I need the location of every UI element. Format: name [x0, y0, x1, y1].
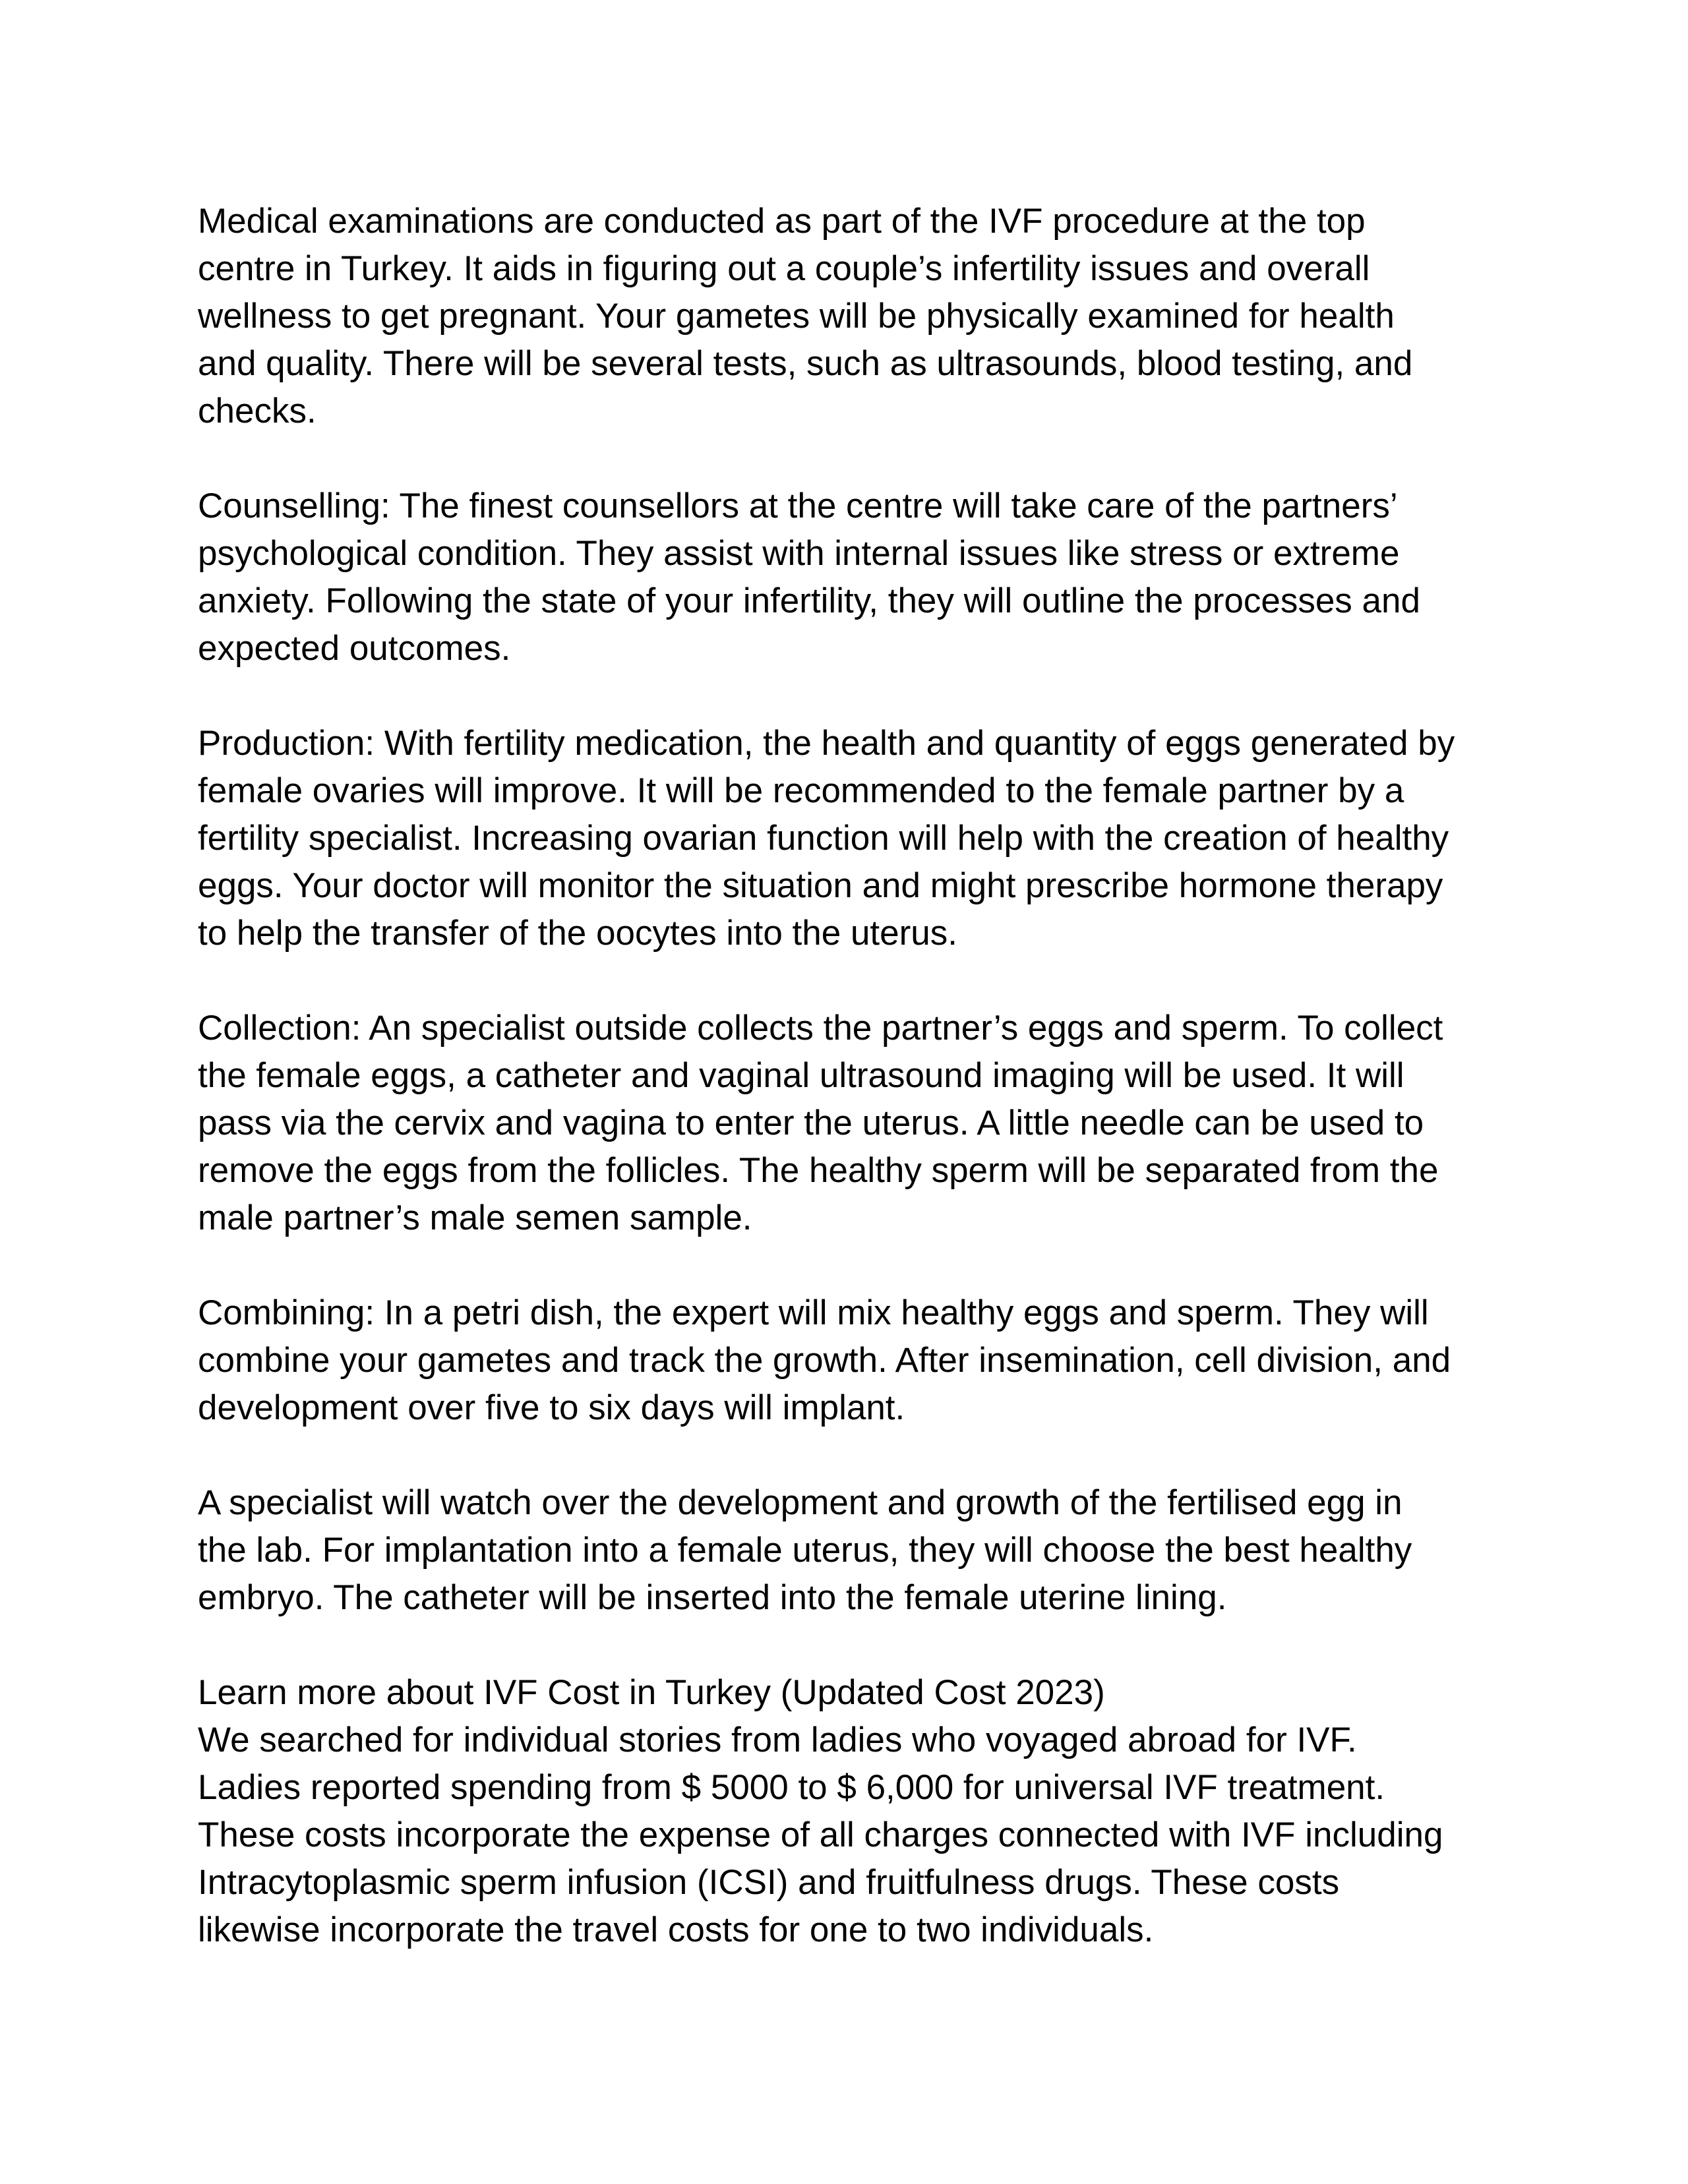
text-line: Counselling: The finest counsellors at the centre will take care of the partners’ — [198, 487, 1398, 525]
text-line: Production: With fertility medication, the health and quantity of eggs generated by — [198, 724, 1455, 763]
text-line: the female eggs, a catheter and vaginal ultrasound imaging will be used. It will — [198, 1056, 1404, 1095]
text-line: combine your gametes and track the growth. After insemination, cell division, and — [198, 1341, 1451, 1380]
text-line: Medical examinations are conducted as part of the IVF procedure at the top — [198, 202, 1366, 241]
text-line: fertility specialist. Increasing ovarian function will help with the creation of healthy — [198, 819, 1449, 858]
text-line: We searched for individual stories from ladies who voyaged abroad for IVF. — [198, 1721, 1357, 1759]
text-line: male partner’s male semen sample. — [198, 1198, 752, 1237]
text-line: These costs incorporate the expense of all charges connected with IVF including — [198, 1815, 1443, 1854]
text-line: wellness to get pregnant. Your gametes will be physically examined for health — [198, 297, 1395, 336]
text-line: embryo. The catheter will be inserted into the female uterine lining. — [198, 1578, 1227, 1617]
paragraph-counselling — [198, 483, 1503, 672]
text-line: Combining: In a petri dish, the expert will mix healthy eggs and sperm. They will — [198, 1293, 1429, 1332]
text-line: expected outcomes. — [198, 629, 511, 668]
text-line: Intracytoplasmic sperm infusion (ICSI) and fruitfulness drugs. These costs — [198, 1863, 1340, 1902]
text-line: development over five to six days will implant. — [198, 1388, 905, 1427]
paragraph-collection — [198, 1005, 1503, 1242]
paragraph-production — [198, 720, 1503, 957]
text-line: Learn more about IVF Cost in Turkey (Updated Cost 2023) — [198, 1673, 1105, 1712]
text-line: eggs. Your doctor will monitor the situation and might prescribe hormone therapy — [198, 866, 1443, 905]
text-line: psychological condition. They assist with internal issues like stress or extreme — [198, 534, 1400, 573]
text-line: and quality. There will be several tests, such as ultrasounds, blood testing, and — [198, 344, 1413, 383]
text-line: likewise incorporate the travel costs for one to two individuals. — [198, 1910, 1154, 1949]
text-line: centre in Turkey. It aids in figuring out a couple’s infertility issues and overall — [198, 249, 1370, 288]
paragraph-ivf-cost — [198, 1669, 1503, 1954]
text-line: to help the transfer of the oocytes into the uterus. — [198, 914, 957, 953]
text-line: pass via the cervix and vagina to enter the uterus. A little needle can be used to — [198, 1104, 1424, 1142]
paragraph-combining — [198, 1289, 1503, 1432]
text-line: Ladies reported spending from $ 5000 to $ 6,000 for universal IVF treatment. — [198, 1768, 1385, 1807]
document-body — [198, 198, 1503, 2001]
paragraph-embryo-transfer — [198, 1479, 1503, 1622]
paragraph-medical-examinations — [198, 198, 1503, 435]
text-line: the lab. For implantation into a female uterus, they will choose the best healthy — [198, 1531, 1412, 1570]
text-line: Collection: An specialist outside collects the partner’s eggs and sperm. To collect — [198, 1009, 1443, 1048]
text-line: anxiety. Following the state of your infertility, they will outline the processes and — [198, 581, 1420, 620]
text-line: remove the eggs from the follicles. The healthy sperm will be separated from the — [198, 1151, 1439, 1190]
text-line: female ovaries will improve. It will be recommended to the female partner by a — [198, 771, 1404, 810]
text-line: checks. — [198, 392, 316, 430]
text-line: A specialist will watch over the development and growth of the fertilised egg in — [198, 1483, 1402, 1522]
